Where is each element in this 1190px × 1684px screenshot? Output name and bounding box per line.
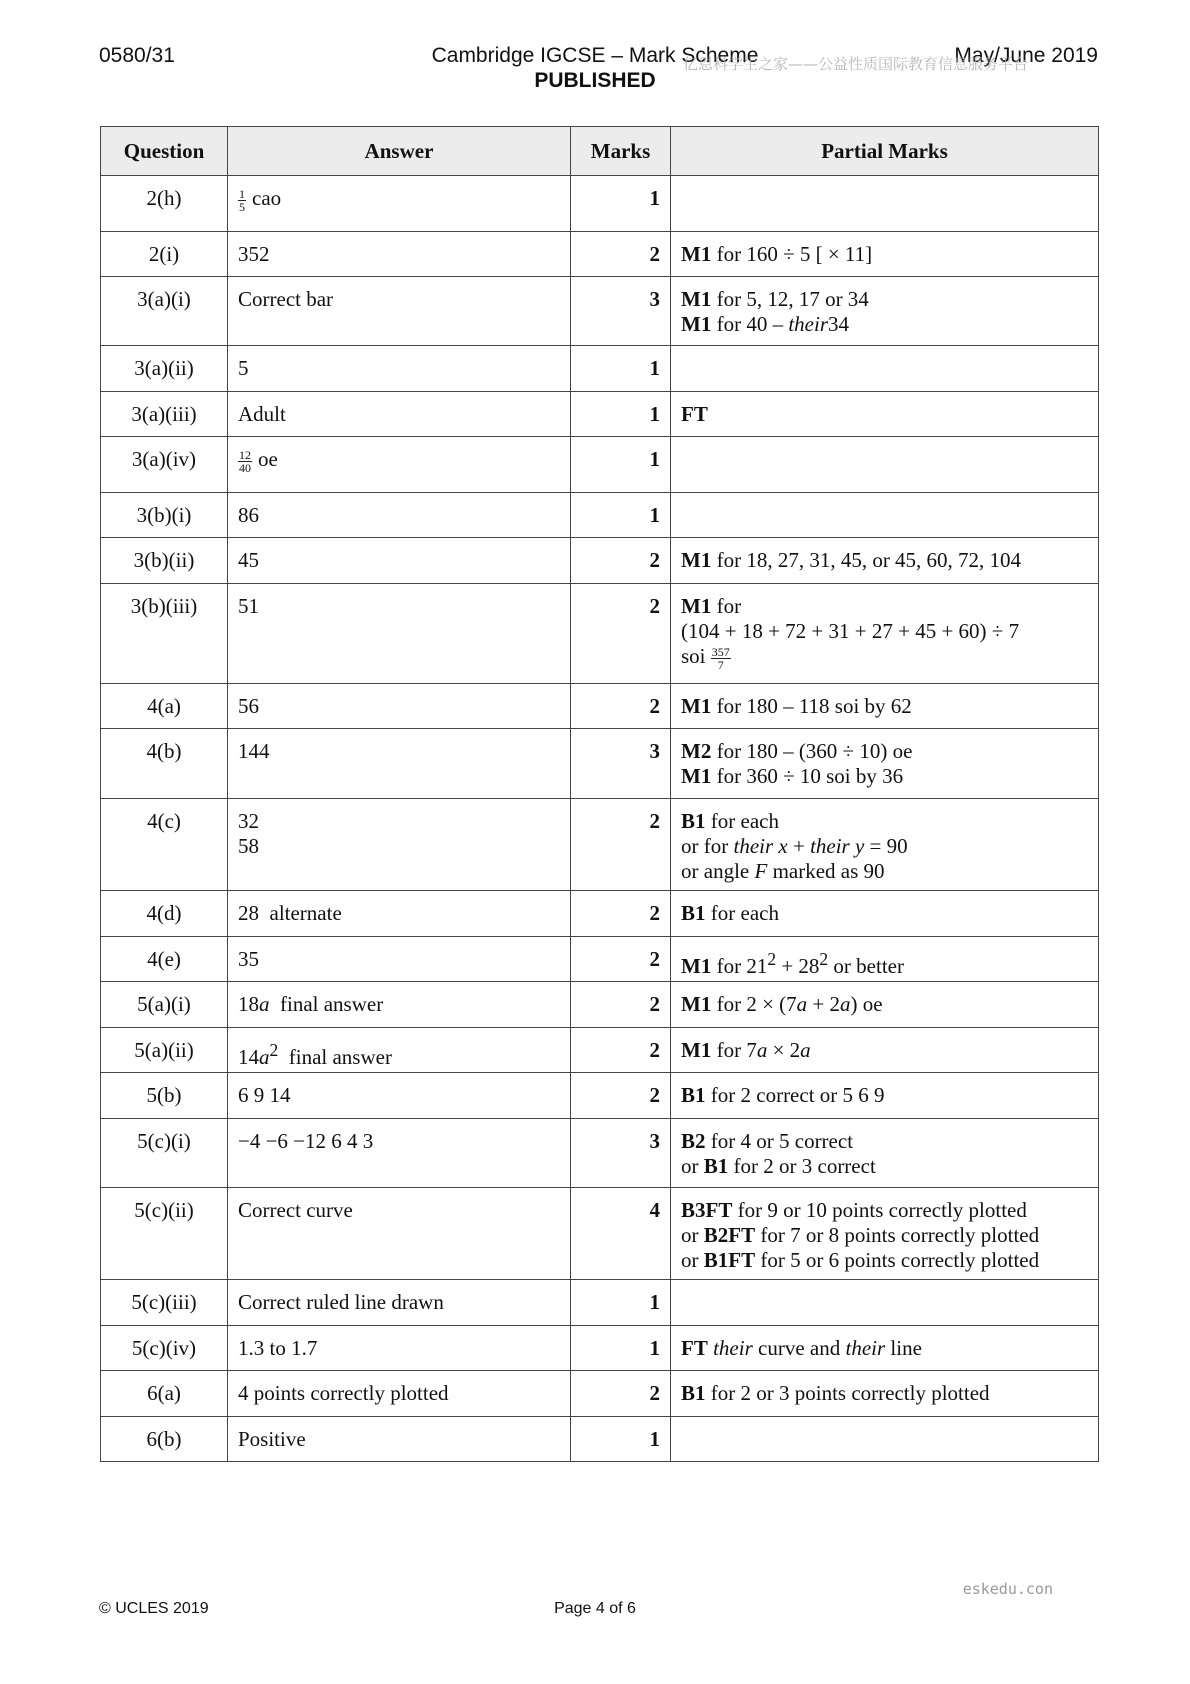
partial-italic: their x: [733, 834, 788, 858]
partial-marks-cell: [671, 1073, 1099, 1119]
table-row: [101, 799, 1099, 891]
partial-superscript: 2: [819, 949, 829, 969]
answer-cell: [228, 176, 571, 232]
marks-cell: 3: [571, 277, 671, 346]
partial-text: for 2 or 3 points correctly plotted: [705, 1381, 990, 1405]
table-row: [101, 437, 1099, 493]
question-cell: 5(c)(iv): [101, 1326, 228, 1371]
partial-marks-cell: [671, 684, 1099, 729]
question-cell: 6(b): [101, 1417, 228, 1462]
partial-text: for 7 or 8 points correctly plotted: [755, 1223, 1040, 1247]
marks-cell: 1: [571, 437, 671, 493]
marks-cell: 1: [571, 176, 671, 232]
col-question-header: Question: [101, 127, 228, 176]
question-cell: 4(e): [101, 937, 228, 982]
table-row: [101, 1371, 1099, 1417]
partial-bold: M1: [681, 312, 712, 336]
answer-text: 35: [238, 947, 259, 971]
partial-line: [681, 287, 1088, 312]
partial-marks-cell: [671, 1417, 1099, 1462]
partial-marks-cell: [671, 538, 1099, 584]
answer-cell: [228, 1028, 571, 1073]
partial-marks-cell: [671, 937, 1099, 982]
partial-line: [681, 1381, 1088, 1406]
table-row: [101, 538, 1099, 584]
watermark-text: 亿恩科学生之家——公益性质国际教育信息服务平台: [683, 55, 1029, 73]
partial-line: [681, 1198, 1088, 1223]
partial-bold: M1: [681, 1038, 712, 1062]
partial-bold: M1: [681, 694, 712, 718]
question-cell: 3(a)(i): [101, 277, 228, 346]
partial-bold: M1: [681, 548, 712, 572]
partial-marks-cell: [671, 493, 1099, 538]
partial-text: for 7: [711, 1038, 757, 1062]
marks-cell: 2: [571, 538, 671, 584]
answer-text: 5: [238, 356, 249, 380]
partial-line: [681, 1038, 1088, 1063]
answer-cell: [228, 1280, 571, 1326]
partial-marks-cell: [671, 437, 1099, 493]
partial-italic: a: [840, 992, 851, 1016]
published-label: PUBLISHED: [534, 69, 656, 92]
site-stamp: eskedu.con: [962, 1580, 1053, 1598]
table-row: [101, 493, 1099, 538]
partial-italic: their: [788, 312, 828, 336]
partial-text: for 5, 12, 17 or 34: [711, 287, 869, 311]
marks-cell: 2: [571, 584, 671, 684]
partial-marks-cell: [671, 1119, 1099, 1188]
marks-cell: 2: [571, 1073, 671, 1119]
question-cell: 5(a)(i): [101, 982, 228, 1028]
partial-line: [681, 901, 1088, 926]
question-cell: 3(b)(i): [101, 493, 228, 538]
answer-cell: [228, 1188, 571, 1280]
answer-cell: [228, 799, 571, 891]
answer-italic: a: [259, 1045, 270, 1069]
partial-text: for 2 correct or 5 6 9: [705, 1083, 885, 1107]
partial-marks-cell: [671, 232, 1099, 277]
partial-bold: M1: [681, 954, 712, 978]
partial-text: curve and: [752, 1336, 846, 1360]
question-cell: 3(b)(iii): [101, 584, 228, 684]
partial-fraction: [711, 646, 731, 671]
partial-text: for 2 × (7: [711, 992, 797, 1016]
partial-text: or angle: [681, 859, 755, 883]
title-text: Cambridge IGCSE – Mark Scheme: [431, 44, 759, 67]
partial-text: for each: [705, 901, 779, 925]
question-cell: 5(b): [101, 1073, 228, 1119]
answer-text: final answer: [278, 1045, 392, 1069]
partial-text: + 28: [776, 954, 820, 978]
answer-line: 58: [238, 834, 259, 858]
answer-cell: [228, 891, 571, 937]
answer-cell: [228, 1326, 571, 1371]
marks-cell: 2: [571, 937, 671, 982]
table-row: [101, 891, 1099, 937]
table-row: [101, 729, 1099, 799]
partial-text: or: [681, 1154, 704, 1178]
question-cell: 3(a)(iii): [101, 392, 228, 437]
partial-bold: B1: [681, 1381, 706, 1405]
partial-marks-cell: [671, 1188, 1099, 1280]
answer-text: 45: [238, 548, 259, 572]
answer-text: 1.3 to 1.7: [238, 1336, 318, 1360]
table-row: [101, 937, 1099, 982]
partial-italic: a: [796, 992, 808, 1016]
partial-bold: M1: [681, 764, 712, 788]
answer-text: 14: [238, 1045, 259, 1069]
answer-cell: [228, 392, 571, 437]
answer-cell: [228, 232, 571, 277]
partial-italic: their: [845, 1336, 886, 1360]
partial-marks-cell: [671, 1280, 1099, 1326]
page-number: Page 4 of 6: [554, 1600, 636, 1617]
partial-text: for 9 or 10 points correctly plotted: [732, 1198, 1027, 1222]
partial-text: for each: [705, 809, 779, 833]
partial-italic: F: [754, 859, 768, 883]
exam-session: May/June 2019: [954, 44, 1098, 67]
answer-text: 6 9 14: [238, 1083, 291, 1107]
table-header-row: [101, 127, 1099, 176]
partial-bold: FT: [681, 1336, 708, 1360]
partial-italic: their y: [810, 834, 865, 858]
partial-bold: B3FT: [681, 1198, 733, 1222]
table-row: [101, 232, 1099, 277]
fraction-numerator: 357: [711, 644, 730, 659]
partial-line: [681, 1083, 1088, 1108]
partial-marks-cell: [671, 1028, 1099, 1073]
partial-text: +: [787, 834, 811, 858]
partial-line: [681, 402, 1088, 427]
marks-cell: 1: [571, 493, 671, 538]
question-cell: 5(c)(i): [101, 1119, 228, 1188]
answer-text: Correct curve: [238, 1198, 353, 1222]
partial-marks-cell: [671, 729, 1099, 799]
answer-text: Positive: [238, 1427, 306, 1451]
table-row: [101, 1028, 1099, 1073]
partial-marks-cell: [671, 392, 1099, 437]
fraction-numerator: 1: [239, 186, 245, 201]
partial-marks-cell: [671, 1326, 1099, 1371]
question-cell: 4(c): [101, 799, 228, 891]
question-cell: 3(a)(ii): [101, 346, 228, 392]
col-partial-marks-header: Partial Marks: [671, 127, 1099, 176]
answer-text: final answer: [269, 992, 384, 1016]
partial-text: or for: [681, 834, 734, 858]
answer-text: Correct bar: [238, 287, 334, 311]
answer-italic: a: [259, 992, 270, 1016]
partial-text: for 180 – (360 ÷ 10) oe: [711, 739, 913, 763]
partial-marks-cell: [671, 1371, 1099, 1417]
table-row: [101, 346, 1099, 392]
partial-text: + 2: [807, 992, 840, 1016]
partial-text: marked as 90: [767, 859, 885, 883]
partial-text: = 90: [864, 834, 908, 858]
partial-line: [681, 947, 1088, 979]
col-marks-header: Marks: [571, 127, 671, 176]
partial-text: × 2: [767, 1038, 801, 1062]
answer-line: 32: [238, 809, 259, 833]
answer-text: 144: [238, 739, 270, 763]
partial-text: for: [711, 594, 742, 618]
question-cell: 4(a): [101, 684, 228, 729]
answer-text: 352: [238, 242, 270, 266]
answer-cell: [228, 346, 571, 392]
partial-line: [681, 1336, 1088, 1361]
table-row: [101, 392, 1099, 437]
marks-cell: 3: [571, 1119, 671, 1188]
answer-text: −4 −6 −12 6 4 3: [238, 1129, 374, 1153]
partial-line: [681, 739, 1088, 764]
table-row: [101, 1119, 1099, 1188]
partial-text: ) oe: [850, 992, 883, 1016]
marks-cell: 2: [571, 891, 671, 937]
partial-line: [681, 242, 1088, 267]
answer-fraction: [238, 449, 252, 474]
partial-italic: their: [713, 1336, 753, 1360]
answer-cell: [228, 1119, 571, 1188]
partial-bold: B2FT: [703, 1223, 756, 1247]
answer-fraction: [238, 188, 246, 213]
partial-italic: a: [800, 1038, 811, 1062]
table-body: [101, 176, 1099, 1462]
answer-text: 28 alternate: [238, 901, 342, 925]
table-row: [101, 277, 1099, 346]
partial-line: [681, 548, 1088, 573]
partial-bold: B1: [703, 1154, 729, 1178]
marks-cell: 1: [571, 1326, 671, 1371]
answer-text: Adult: [238, 402, 286, 426]
table-row: [101, 1280, 1099, 1326]
partial-line: [681, 619, 1088, 644]
paper-code: 0580/31: [99, 44, 175, 67]
marks-cell: 1: [571, 346, 671, 392]
question-cell: 5(a)(ii): [101, 1028, 228, 1073]
partial-bold: M1: [681, 242, 712, 266]
answer-text: Correct ruled line drawn: [238, 1290, 444, 1314]
partial-text: for 2 or 3 correct: [728, 1154, 876, 1178]
partial-line: [681, 992, 1088, 1017]
mark-scheme-table: [100, 126, 1099, 1462]
answer-text: 4 points correctly plotted: [238, 1381, 449, 1405]
answer-text: oe: [258, 447, 278, 471]
partial-line: [681, 644, 1088, 671]
partial-text: soi: [681, 644, 711, 668]
partial-marks-cell: [671, 176, 1099, 232]
table-row: [101, 1417, 1099, 1462]
partial-marks-cell: [671, 982, 1099, 1028]
table-row: [101, 176, 1099, 232]
col-answer-header: Answer: [228, 127, 571, 176]
answer-cell: [228, 937, 571, 982]
partial-italic: a: [756, 1038, 768, 1062]
marks-cell: 1: [571, 392, 671, 437]
marks-cell: 2: [571, 1371, 671, 1417]
question-cell: 2(i): [101, 232, 228, 277]
question-cell: 6(a): [101, 1371, 228, 1417]
answer-cell: [228, 684, 571, 729]
partial-marks-cell: [671, 346, 1099, 392]
marks-cell: 4: [571, 1188, 671, 1280]
marks-cell: 2: [571, 684, 671, 729]
question-cell: 4(d): [101, 891, 228, 937]
answer-cell: [228, 277, 571, 346]
partial-text: for 4 or 5 correct: [705, 1129, 854, 1153]
partial-line: [681, 1129, 1088, 1154]
answer-cell: [228, 493, 571, 538]
fraction-denominator: 40: [239, 460, 251, 475]
fraction-numerator: 12: [239, 447, 251, 462]
copyright: © UCLES 2019: [99, 1600, 209, 1617]
partial-superscript: 2: [767, 949, 777, 969]
marks-cell: 1: [571, 1280, 671, 1326]
partial-text: line: [885, 1336, 922, 1360]
partial-text: or: [681, 1248, 704, 1272]
answer-cell: [228, 982, 571, 1028]
question-cell: 5(c)(ii): [101, 1188, 228, 1280]
answer-cell: [228, 1417, 571, 1462]
table-row: [101, 1326, 1099, 1371]
partial-bold: M2: [681, 739, 712, 763]
answer-text: cao: [252, 186, 282, 210]
answer-cell: [228, 1073, 571, 1119]
answer-cell: [228, 584, 571, 684]
partial-marks-cell: [671, 277, 1099, 346]
fraction-denominator: 5: [239, 199, 245, 214]
partial-marks-cell: [671, 799, 1099, 891]
partial-bold: M1: [681, 287, 712, 311]
table-row: [101, 684, 1099, 729]
partial-marks-cell: [671, 891, 1099, 937]
partial-line: [681, 694, 1088, 719]
partial-bold: FT: [681, 402, 708, 426]
partial-line: [681, 1248, 1088, 1273]
partial-text: or: [681, 1223, 704, 1247]
partial-text: 34: [828, 312, 849, 336]
partial-text: for 160 ÷ 5 [ × 11]: [711, 242, 873, 266]
partial-line: [681, 1154, 1088, 1179]
partial-line: [681, 764, 1088, 789]
partial-text: (104 + 18 + 72 + 31 + 27 + 45 + 60) ÷ 7: [681, 619, 1020, 643]
partial-line: [681, 312, 1088, 337]
partial-bold: B1: [681, 1083, 706, 1107]
answer-text: 18: [238, 992, 259, 1016]
answer-cell: [228, 538, 571, 584]
partial-line: [681, 859, 1088, 884]
marks-cell: 2: [571, 1028, 671, 1073]
partial-line: [681, 809, 1088, 834]
marks-cell: 3: [571, 729, 671, 799]
table-row: [101, 584, 1099, 684]
fraction-denominator: 7: [717, 657, 724, 672]
answer-cell: [228, 729, 571, 799]
question-cell: 2(h): [101, 176, 228, 232]
partial-bold: M1: [681, 992, 712, 1016]
partial-bold: B1: [681, 901, 706, 925]
partial-marks-cell: [671, 584, 1099, 684]
marks-cell: 2: [571, 799, 671, 891]
answer-text: 51: [238, 594, 259, 618]
partial-text: for 40 –: [711, 312, 789, 336]
answer-cell: [228, 1371, 571, 1417]
table-row: [101, 1188, 1099, 1280]
partial-bold: B1: [681, 809, 706, 833]
partial-bold: M1: [681, 594, 712, 618]
partial-text: for 18, 27, 31, 45, or 45, 60, 72, 104: [711, 548, 1022, 572]
partial-text: for 5 or 6 points correctly plotted: [755, 1248, 1040, 1272]
table-row: [101, 1073, 1099, 1119]
marks-cell: 2: [571, 982, 671, 1028]
marks-cell: 2: [571, 232, 671, 277]
partial-text: or better: [828, 954, 904, 978]
partial-bold: B1FT: [703, 1248, 756, 1272]
question-cell: 4(b): [101, 729, 228, 799]
marks-cell: 1: [571, 1417, 671, 1462]
answer-cell: [228, 437, 571, 493]
question-cell: 3(b)(ii): [101, 538, 228, 584]
partial-text: for 180 – 118 soi by 62: [711, 694, 912, 718]
answer-text: 86: [238, 503, 259, 527]
partial-line: [681, 594, 1088, 619]
answer-superscript: 2: [269, 1040, 279, 1060]
answer-text: 56: [238, 694, 259, 718]
question-cell: 3(a)(iv): [101, 437, 228, 493]
partial-line: [681, 1223, 1088, 1248]
partial-text: for 360 ÷ 10 soi by 36: [711, 764, 904, 788]
partial-text: for 21: [711, 954, 768, 978]
question-cell: 5(c)(iii): [101, 1280, 228, 1326]
partial-line: [681, 834, 1088, 859]
partial-bold: B2: [681, 1129, 706, 1153]
table-row: [101, 982, 1099, 1028]
